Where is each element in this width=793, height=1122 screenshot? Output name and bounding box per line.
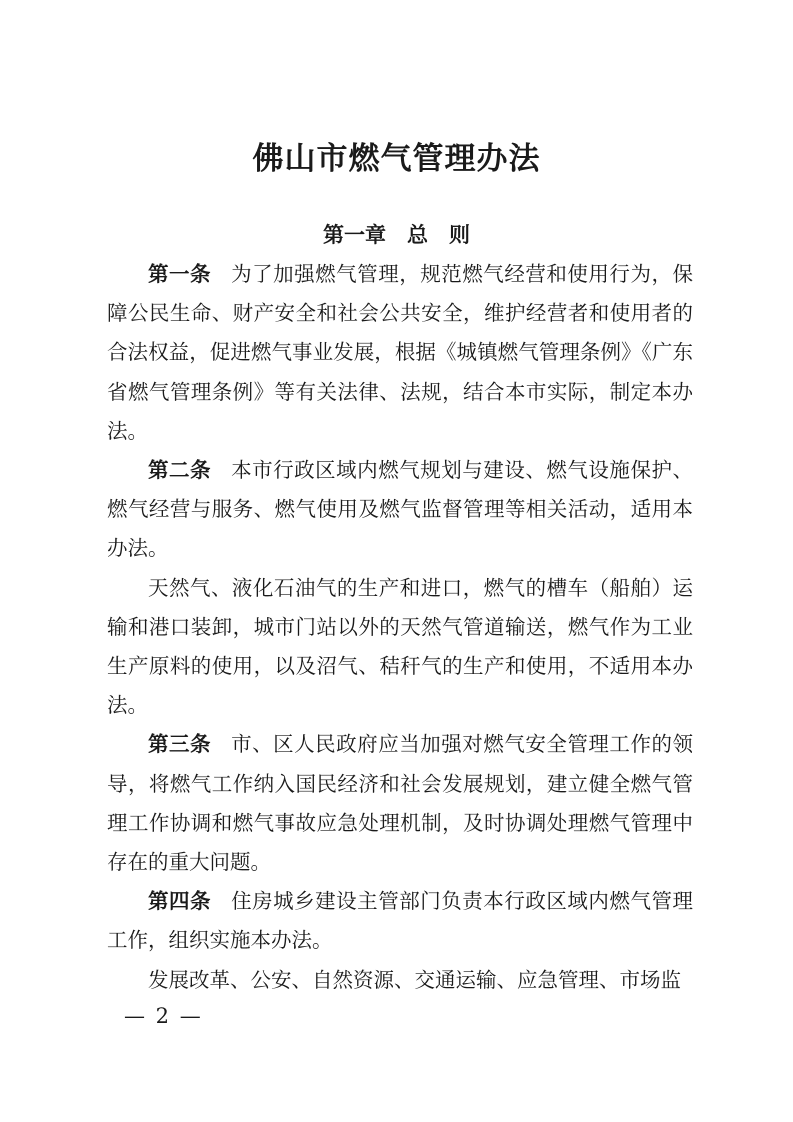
article-text: 市、区人民政府应当加强对燃气安全管理工作的领导，将燃气工作纳入国民经济和社会发展规划，建立健全燃气管理工作协调和燃气事故应急处理机制，及时协调处理燃气管理中存在的重大问题。 (107, 732, 693, 875)
article-paragraph (107, 569, 693, 726)
chapter-heading (0, 219, 793, 251)
article-text: 本市行政区域内燃气规划与建设、燃气设施保护、燃气经营与服务、燃气使用及燃气监督管理等相关活动，适用本办法。 (107, 458, 693, 561)
article-paragraph (107, 882, 693, 960)
page-number: — 2 — (124, 1004, 203, 1028)
article-paragraph (107, 725, 693, 882)
article-paragraph (107, 451, 693, 569)
article-text: 发展改革、公安、自然资源、交通运输、应急管理、市场监 (148, 967, 681, 992)
chapter-number: 第一章 (323, 222, 386, 247)
article-text: 天然气、液化石油气的生产和进口，燃气的槽车（船舶）运输和港口装卸，城市门站以外的天然气管道输送，燃气作为工业生产原料的使用，以及沼气、秸秆气的生产和使用，不适用本办法。 (107, 575, 693, 718)
document-title: 佛山市燃气管理办法 (252, 141, 541, 177)
article-paragraph (107, 961, 693, 1000)
article-number: 第二条 (148, 458, 212, 483)
article-paragraph (107, 255, 693, 451)
article-text: 住房城乡建设主管部门负责本行政区域内燃气管理工作，组织实施本办法。 (107, 889, 693, 953)
chapter-name: 总 则 (407, 222, 470, 247)
article-number: 第三条 (148, 732, 212, 757)
document-body (107, 255, 693, 1000)
article-number: 第四条 (148, 889, 212, 914)
article-number: 第一条 (148, 262, 212, 286)
article-text: 为了加强燃气管理，规范燃气经营和使用行为，保障公民生命、财产安全和社会公共安全，维护经营者和使用者的合法权益，促进燃气事业发展，根据《城镇燃气管理条例》《广东省燃气管理条例》等有关法律、法规，结合本市实际，制定本办法。 (107, 262, 693, 443)
